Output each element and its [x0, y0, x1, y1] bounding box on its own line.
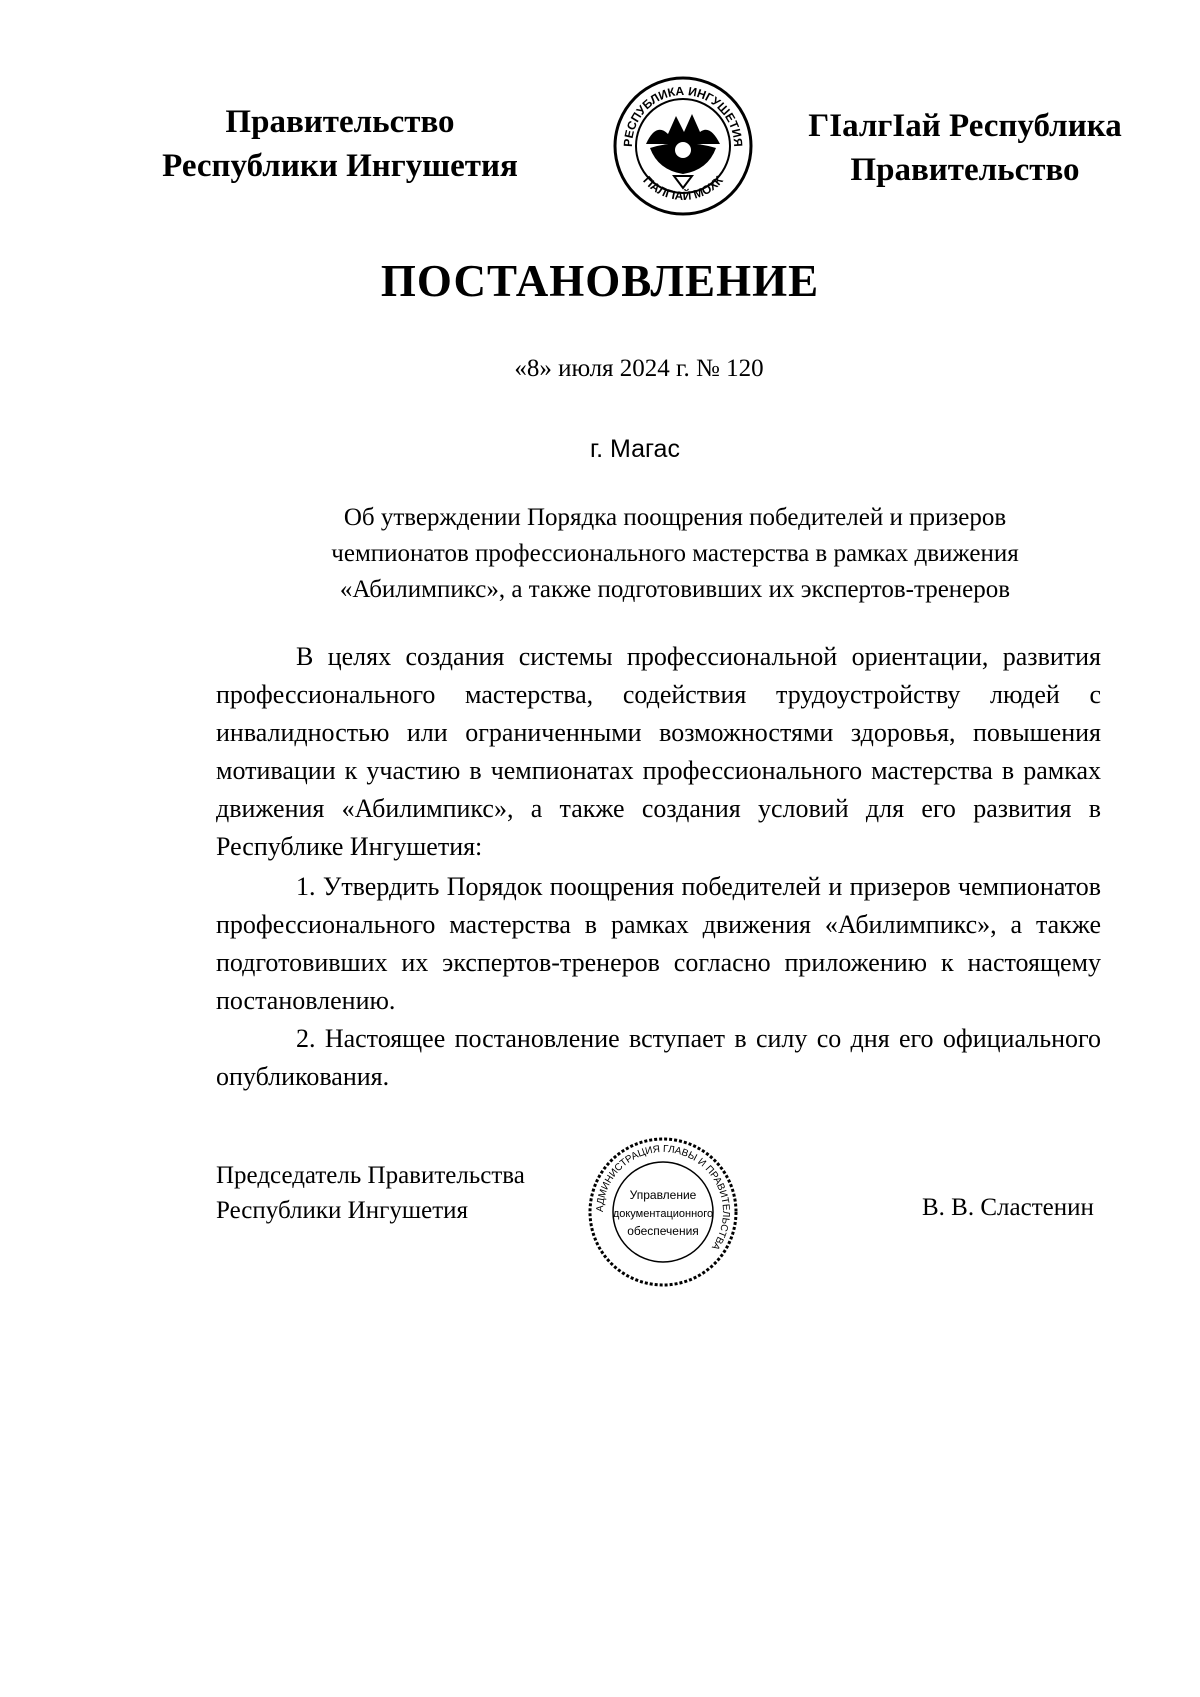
header-left-line-2: Республики Ингушетия — [162, 148, 518, 184]
official-stamp — [586, 1135, 740, 1289]
stamp-center-line-2: документационного — [612, 1208, 714, 1220]
stamp-center-line-3: обеспечения — [627, 1224, 699, 1238]
preamble-paragraph: В целях создания системы профессиональной ориентации, развития профессионального мастерства, содействия трудоустройству людей с инвалидностью или ограниченными возможностями здоровья, повышения мотивации к участию в чемпионатах профессионального мастерства в рамках движения «Абилимпикс», а также создания условий для его развития в Республике Ингушетия: — [216, 642, 1101, 861]
header-left — [135, 100, 545, 188]
stamp-center-line-1: Управление — [629, 1188, 697, 1202]
signatory-position-line-2: Республики Ингушетия — [216, 1197, 469, 1224]
resolution-item-1: 1. Утвердить Порядок поощрения победителей и призеров чемпионатов профессионального мастерства в рамках движения «Абилимпикс», а также подготовивших их экспертов-тренеров согласно приложению к настоящему постановлению. — [216, 872, 1101, 1015]
emblem-bottom-text: ГIАЛГIАЙ МОХК — [640, 173, 726, 204]
signatory-position-line-1: Председатель Правительства — [216, 1162, 525, 1189]
header-right-line-1: ГIалгIай Республика — [808, 108, 1122, 144]
subject-line-2: чемпионатов профессионального мастерства в рамках движения — [331, 540, 1019, 567]
subject-line-1: Об утверждении Порядка поощрения победителей и призеров — [343, 504, 1007, 531]
header-left-line-1: Правительство — [225, 104, 455, 140]
resolution-item-2: 2. Настоящее постановление вступает в силу со дня его официального опубликования. — [216, 1024, 1101, 1091]
stamp-ring-text: АДМИНИСТРАЦИЯ ГЛАВЫ И ПРАВИТЕЛЬСТВА — [594, 1143, 732, 1252]
city: г. Магас — [590, 435, 680, 463]
document-subject — [240, 500, 1110, 608]
emblem-top-text: РЕСПУБЛИКА ИНГУШЕТИЯ — [620, 83, 746, 148]
signatory-position — [216, 1158, 525, 1228]
coat-of-arms-emblem — [612, 74, 754, 218]
header-right — [785, 104, 1145, 192]
signatory-name: В. В. Сластенин — [922, 1194, 1094, 1221]
date-and-number: «8» июля 2024 г. № 120 — [514, 355, 764, 382]
subject-line-3: «Абилимпикс», а также подготовивших их экспертов-тренеров — [339, 576, 1011, 603]
document-title: ПОСТАНОВЛЕНИЕ — [380, 256, 820, 306]
header-right-line-2: Правительство — [850, 152, 1080, 188]
